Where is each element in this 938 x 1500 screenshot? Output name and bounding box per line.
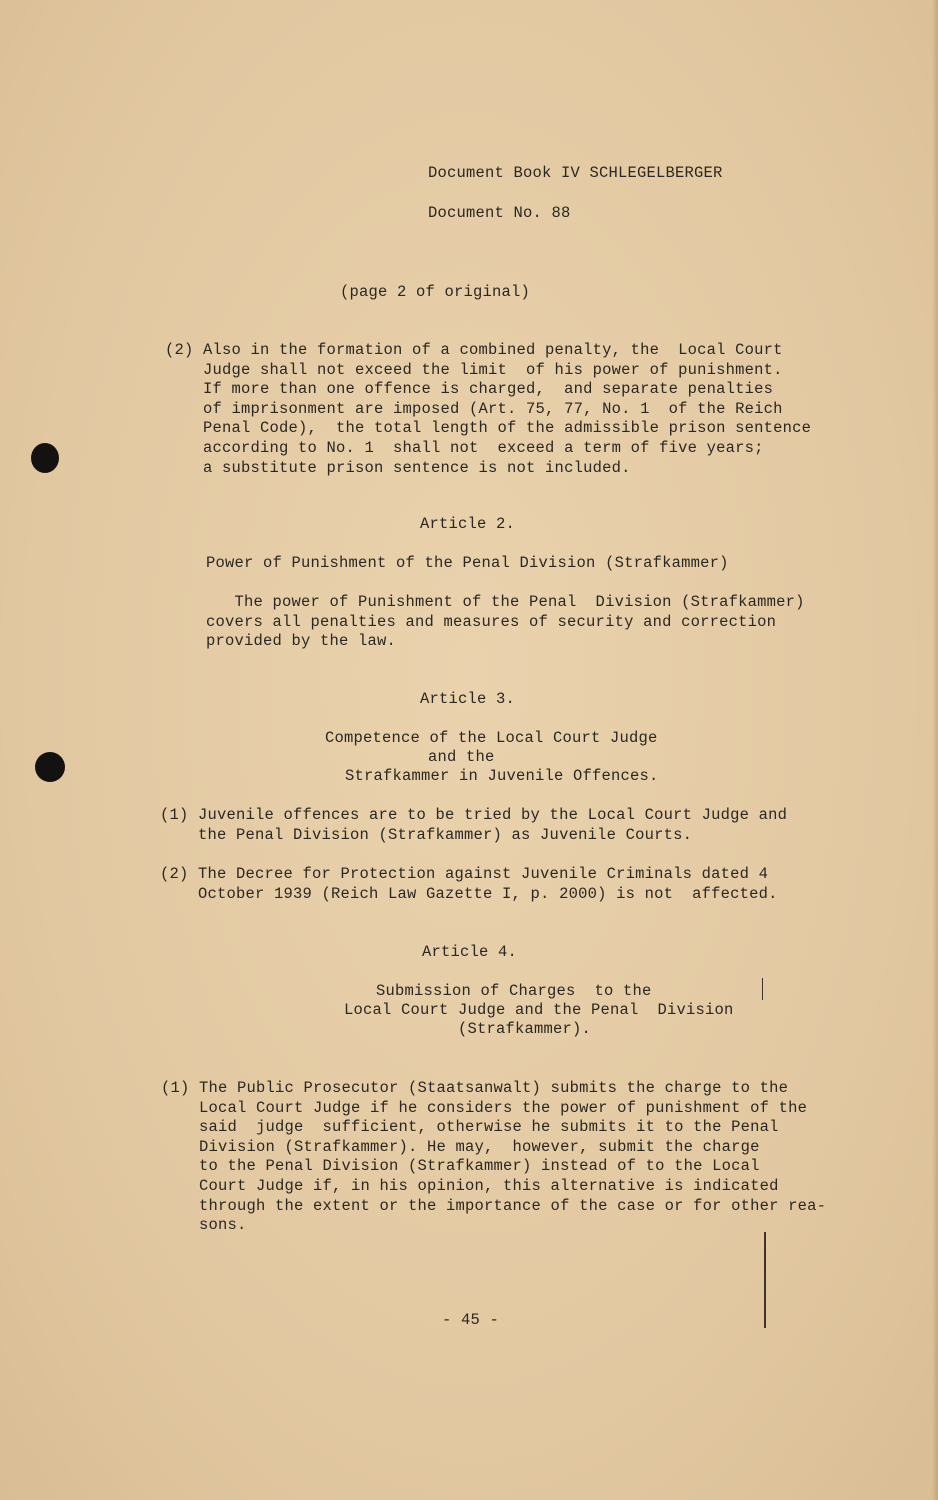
text-line: October 1939 (Reich Law Gazette I, p. 2000) is not affected. [160,884,778,903]
text-line: through the extent or the importance of the case or for other rea- [161,1196,827,1215]
text-line: The power of Punishment of the Penal Division (Strafkammer) [206,593,805,611]
article4-title-line-3: (Strafkammer). [458,1020,592,1038]
text-line: Division (Strafkammer). He may, however, submit the charge [161,1137,760,1156]
text-line: (2) Also in the formation of a combined penalty, the Local Court [165,341,783,359]
document-number-line: Document No. 88 [428,204,571,222]
text-line: covers all penalties and measures of security and correction [206,612,777,631]
text-line: sons. [161,1216,247,1235]
article3-title-line-3: Strafkammer in Juvenile Offences. [345,767,659,785]
text-line: (1) The Public Prosecutor (Staatsanwalt) submits the charge to the [161,1079,789,1097]
article3-title-line-2: and the [428,748,495,766]
text-line: Judge shall not exceed the limit of his power of punishment. [165,360,783,379]
article4-heading: Article 4. [422,943,518,961]
text-line: Penal Code), the total length of the admissible prison sentence [165,419,812,438]
text-line: a substitute prison sentence is not included. [165,458,631,477]
article3-paragraph-1 [160,806,787,845]
text-line: of imprisonment are imposed (Art. 75, 77, No. 1 of the Reich [165,399,783,418]
text-line: to the Penal Division (Strafkammer) instead of to the Local [161,1157,760,1176]
text-line: (2) The Decree for Protection against Juvenile Criminals dated 4 [160,865,769,883]
margin-mark-long [764,1232,766,1328]
article3-title-line-1: Competence of the Local Court Judge [325,729,658,747]
article4-paragraph-1 [161,1079,826,1236]
text-line: the Penal Division (Strafkammer) as Juvenile Courts. [160,825,693,844]
page-number: - 45 - [442,1311,500,1329]
page-of-original-note: (page 2 of original) [340,283,531,301]
text-line: according to No. 1 shall not exceed a term of five years; [165,438,764,457]
article3-paragraph-2 [160,865,778,904]
punch-hole-bottom [35,752,65,782]
margin-mark-short [762,978,763,1000]
article2-body [206,593,805,652]
punch-hole-top [31,443,59,473]
article4-title-line-2: Local Court Judge and the Penal Division [344,1001,734,1019]
text-line: said judge sufficient, otherwise he submits it to the Penal [161,1118,779,1137]
article4-title-line-1: Submission of Charges to the [376,982,652,1000]
text-line: Court Judge if, in his opinion, this alternative is indicated [161,1176,779,1195]
article3-heading: Article 3. [420,690,516,708]
text-line: If more than one offence is charged, and separate penalties [165,380,774,399]
article2-title: Power of Punishment of the Penal Division (Strafkammer) [206,554,729,572]
paper-edge-shadow [932,0,938,1500]
document-book-line: Document Book IV SCHLEGELBERGER [428,164,723,182]
text-line: (1) Juvenile offences are to be tried by the Local Court Judge and [160,806,788,824]
text-line: Local Court Judge if he considers the power of punishment of the [161,1098,808,1117]
article1-paragraph-2 [165,341,811,478]
text-line: provided by the law. [206,632,397,651]
article2-heading: Article 2. [420,515,516,533]
